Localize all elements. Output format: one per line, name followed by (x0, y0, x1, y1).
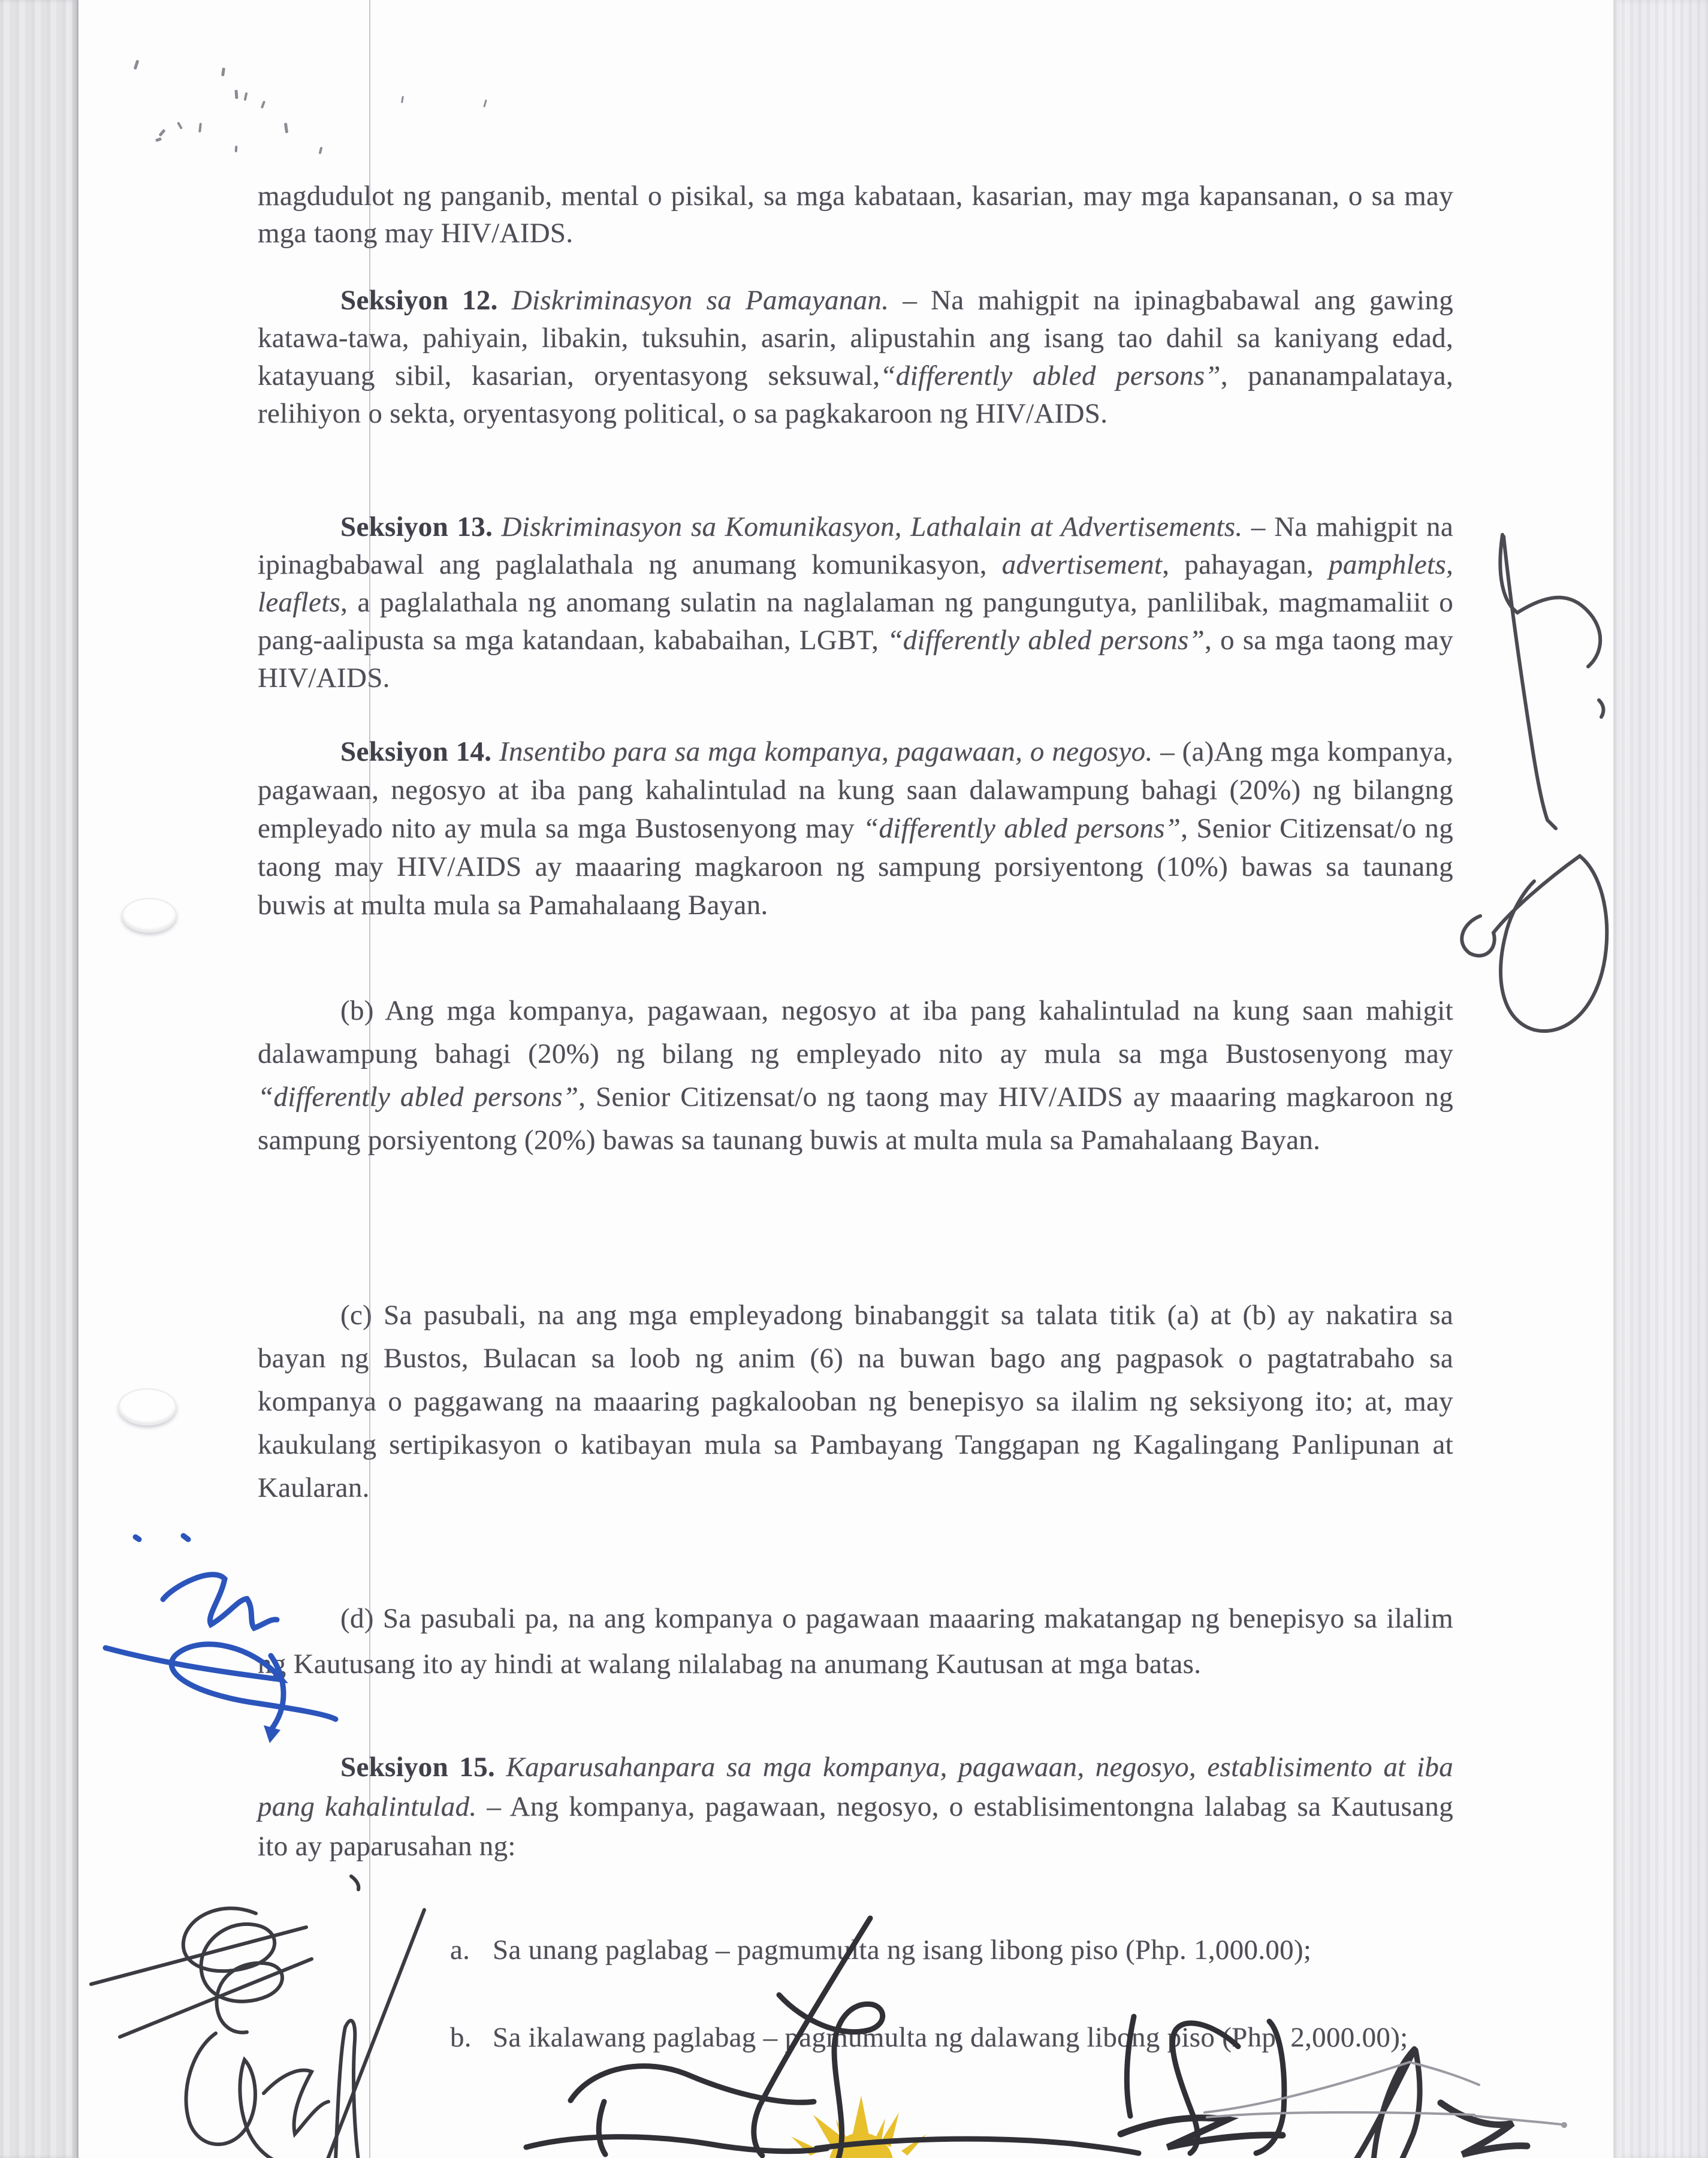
paragraph-item-c: (c) Sa pasubali, na ang mga empleyadong binabanggit sa talata titik (a) at (b) ay nakatira sa bayan ng Bustos, Bulacan sa loob ng anim (6) na buwan bago ang pagpasok o pagtatrabaho sa kompanya o paggawang na maaaring pagkalooban ng benepisyo sa ilalim ng seksiyong ito; at, may kaukulang sertipikasyon o katibayan mula sa Pambayang Tanggapan ng Kagalingang Panlipunan at Kaularan. (258, 1300, 1453, 1503)
ink-speck (234, 90, 238, 99)
paragraph-intro: magdudulot ng panganib, mental o pisikal, sa mga kabataan, kasarian, may mga kapansanan, o sa may mga taong may HIV/AIDS. (258, 180, 1453, 249)
punch-hole-top (122, 898, 177, 933)
punch-hole-bottom (118, 1388, 177, 1425)
list-label-a: a. (450, 1934, 470, 1966)
ink-speck (235, 146, 238, 152)
paragraph-seksiyon-15: Seksiyon 15. Kaparusahanpara sa mga kompanya, pagawaan, negosyo, establisimento at iba pang kahalintulad. – Ang kompanya, pagawaan, negosyo, o establisimentongna lalabag sa Kautusang ito ay paparusahan ng: (258, 1752, 1454, 1862)
paragraph-item-d: (d) Sa pasubali pa, na ang kompanya o pagawaan maaaring makatangap ng benepisyo sa ilalim ng Kautusang ito ay hindi at walang nilalabag na anumang Kautusan at mga batas. (258, 1603, 1453, 1680)
paragraph-seksiyon-14: Seksiyon 14. Insentibo para sa mga kompanya, pagawaan, o negosyo. – (a)Ang mga kompanya, pagawaan, negosyo at iba pang kahalintulad na kung saan dalawampung bahagi (20%) ng bilangng empleyado nito ay mula sa mga Bustosenyong may “differently abled persons”, Senior Citizensat/o ng taong may HIV/AIDS ay maaaring magkaroon ng sampung porsiyentong (10%) bawas sa taunang buwis at multa mula sa Pamahalaang Bayan. (258, 736, 1454, 921)
paragraph-seksiyon-13: Seksiyon 13. Diskriminasyon sa Komunikasyon, Lathalain at Advertisements. – Na mahigpit na ipinagbabawal ang paglalathala ng anumang komunikasyon, advertisement, pahayagan, pamphlets, leaflets, a paglalathala ng anomang sulatin na naglalaman ng pangungutya, panlilibak, magmamaliit o pang-aalipusta sa mga katandaan, kababaihan, LGBT, “differently abled persons”, o sa mga taong may HIV/AIDS. (258, 511, 1454, 694)
penalty-list-item-a (450, 1931, 1477, 1969)
scan-artifact-vertical-line (369, 0, 370, 2158)
penalty-list-item-b (450, 2019, 1477, 2056)
paragraph-item-b: (b) Ang mga kompanya, pagawaan, negosyo at iba pang kahalintulad na kung saan mahigit dalawampung bahagi (20%) ng bilang ng empleyado nito ay mula sa mga Bustosenyong may “differently abled persons”, Senior Citizensat/o ng taong may HIV/AIDS ay maaaring magkaroon ng sampung porsiyentong (20%) bawas sa taunang buwis at multa mula sa Pamahalaang Bayan. (258, 995, 1454, 1156)
paragraph-seksiyon-12: Seksiyon 12. Diskriminasyon sa Pamayanan. – Na mahigpit na ipinagbabawal ang gawing katawa-tawa, pahiyain, libakin, tuksuhin, asarin, alipustahin ang isang tao dahil sa kaniyang edad, katayuang sibil, kasarian, oryentasyong seksuwal,“differently abled persons”, pananampalataya, relihiyon o sekta, oryentasyong political, o sa pagkakaroon ng HIV/AIDS. (258, 285, 1453, 429)
list-text-b: Sa ikalawang paglabag – pagmumulta ng dalawang libong piso (Php. 2,000.00); (493, 2022, 1408, 2053)
list-label-b: b. (450, 2022, 472, 2053)
list-text-a: Sa unang paglabag – pagmumulta ng isang libong piso (Php. 1,000.00); (493, 1934, 1312, 1966)
